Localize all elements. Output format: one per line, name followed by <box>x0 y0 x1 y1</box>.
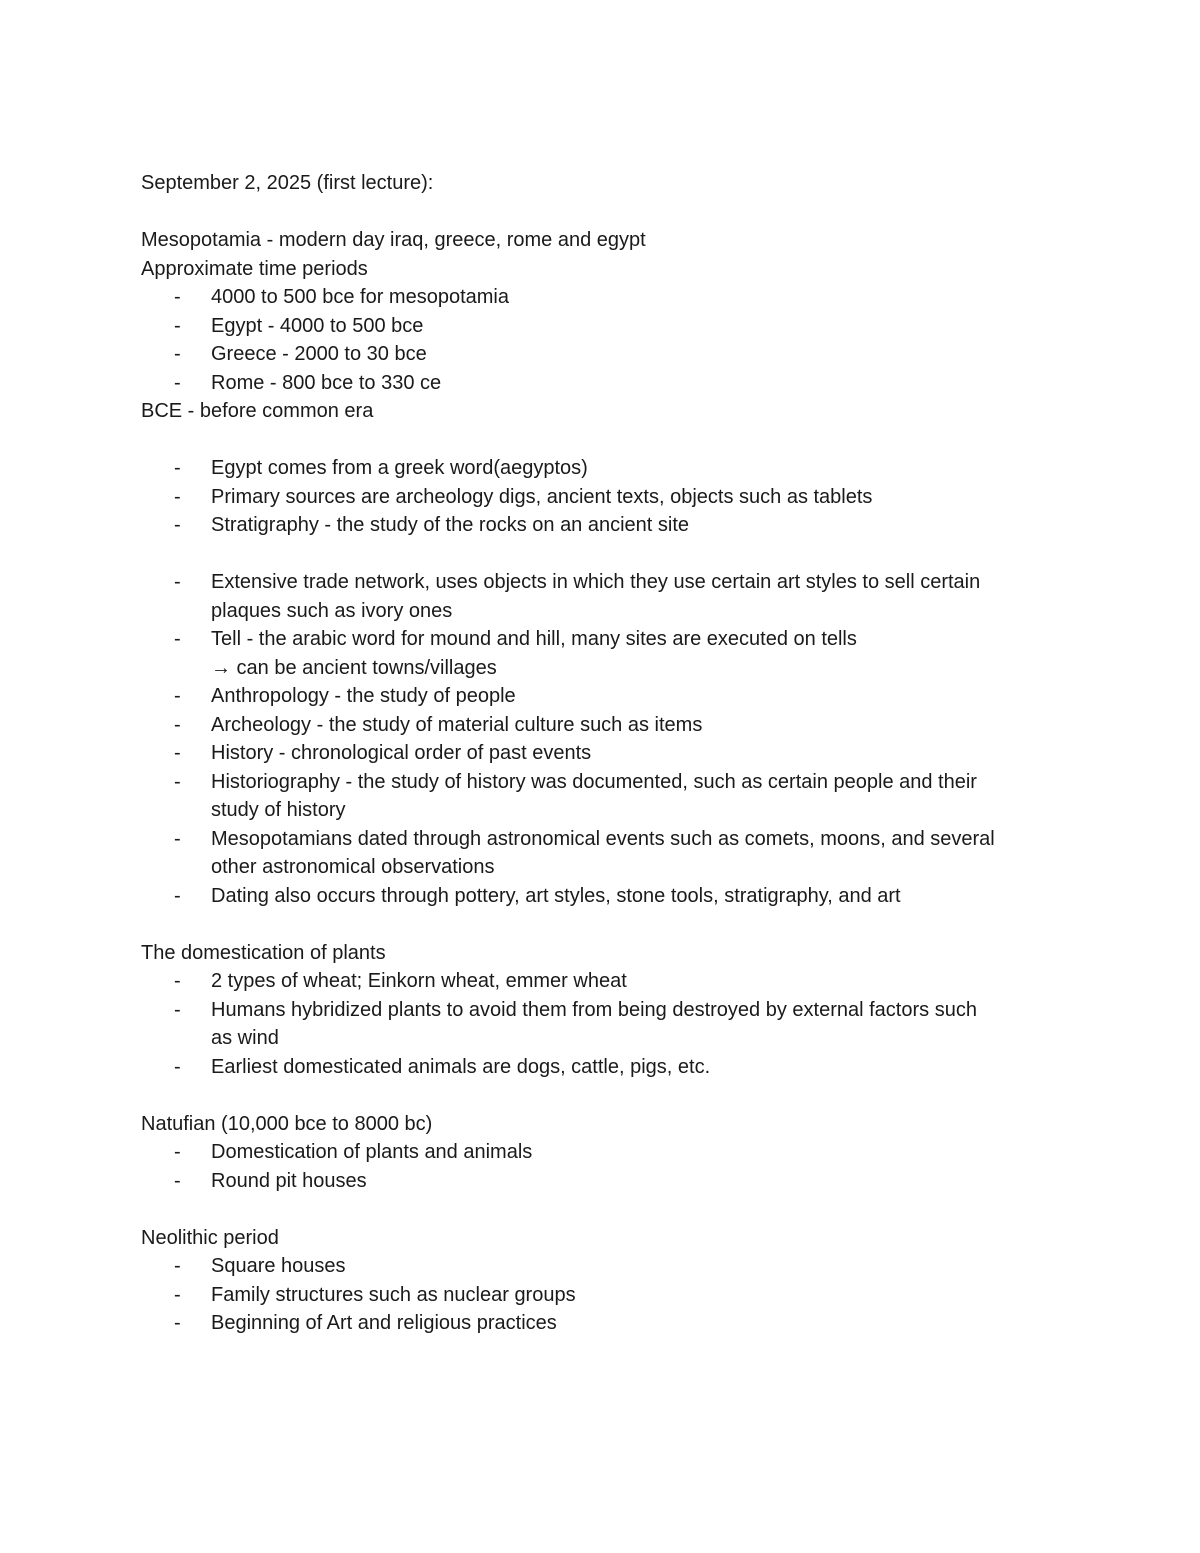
list-item <box>141 568 1071 625</box>
list-item-text: Round pit houses <box>211 1169 367 1192</box>
list-item <box>141 1138 1071 1167</box>
list-item <box>141 1281 1071 1310</box>
list-item-text-continued: study of history <box>211 799 346 821</box>
bce-definition: BCE - before common era <box>141 400 374 422</box>
bullet-dash: - <box>174 1169 181 1192</box>
list-item <box>141 1053 1071 1082</box>
section-heading: Neolithic period <box>141 1226 279 1249</box>
list-item-text-continued: other astronomical observations <box>211 856 495 878</box>
list-item-text: Beginning of Art and religious practices <box>211 1312 557 1334</box>
list-item-text: Family structures such as nuclear groups <box>211 1283 576 1306</box>
list-item-text-continued: → can be ancient towns/villages <box>211 656 497 679</box>
list-item <box>141 454 1071 483</box>
list-item-text: Earliest domesticated animals are dogs, cattle, pigs, etc. <box>211 1055 711 1078</box>
list-item-text: Archeology - the study of material culture such as items <box>211 713 703 736</box>
bullet-dash: - <box>174 457 181 479</box>
bullet-dash: - <box>174 571 181 593</box>
lecture-date-heading: September 2, 2025 (first lecture): <box>141 172 434 194</box>
list-item-text: Egypt - 4000 to 500 bce <box>211 314 424 337</box>
list-item <box>141 825 1071 882</box>
bullet-dash: - <box>174 1055 181 1078</box>
blank-line <box>141 198 1071 227</box>
list-item <box>141 369 1071 398</box>
list-item-text: Historiography - the study of history was documented, such as certain people and their <box>211 770 977 793</box>
list-item <box>141 1309 1071 1338</box>
blank-line <box>141 1195 1071 1224</box>
list-item <box>141 682 1071 711</box>
list-item-text: Domestication of plants and animals <box>211 1141 533 1163</box>
bullet-dash: - <box>174 1141 181 1163</box>
list-item <box>141 882 1071 911</box>
blank-line <box>141 540 1071 569</box>
bullet-dash: - <box>174 713 181 736</box>
intro-line: Mesopotamia - modern day iraq, greece, rome and egypt <box>141 229 646 251</box>
list-item-text: Stratigraphy - the study of the rocks on an ancient site <box>211 514 690 536</box>
list-item-text: Extensive trade network, uses objects in which they use certain art styles to sell certain <box>211 571 981 593</box>
list-item <box>141 1167 1071 1196</box>
list-item <box>141 1252 1071 1281</box>
blank-line <box>141 1081 1071 1110</box>
bullet-dash: - <box>174 884 181 907</box>
blank-line <box>141 910 1071 939</box>
list-item <box>141 967 1071 996</box>
list-item-text-continued: plaques such as ivory ones <box>211 599 453 622</box>
notes-body <box>141 169 1071 1338</box>
list-item <box>141 312 1071 341</box>
list-item <box>141 625 1071 682</box>
list-item-text: 2 types of wheat; Einkorn wheat, emmer wheat <box>211 970 627 992</box>
list-item-text: Mesopotamians dated through astronomical events such as comets, moons, and several <box>211 827 995 850</box>
list-item <box>141 283 1071 312</box>
bullet-dash: - <box>174 770 181 793</box>
bullet-dash: - <box>174 343 181 365</box>
bullet-dash: - <box>174 628 181 650</box>
list-item <box>141 768 1071 825</box>
list-item-text: Greece - 2000 to 30 bce <box>211 343 427 365</box>
time-periods-heading: Approximate time periods <box>141 257 368 280</box>
list-item-text: Tell - the arabic word for mound and hill, many sites are executed on tells <box>211 628 857 650</box>
section-heading: Natufian (10,000 bce to 8000 bc) <box>141 1112 433 1135</box>
list-item-text: Primary sources are archeology digs, ancient texts, objects such as tablets <box>211 485 873 508</box>
bullet-dash: - <box>174 742 181 764</box>
bullet-dash: - <box>174 485 181 508</box>
list-item-text: Square houses <box>211 1255 346 1277</box>
bullet-dash: - <box>174 685 181 707</box>
bullet-dash: - <box>174 514 181 536</box>
list-item-text-continued: as wind <box>211 1027 279 1049</box>
bullet-dash: - <box>174 1283 181 1306</box>
bullet-dash: - <box>174 286 181 308</box>
list-item <box>141 996 1071 1053</box>
bullet-dash: - <box>174 827 181 850</box>
section-heading: The domestication of plants <box>141 941 386 964</box>
bullet-dash: - <box>174 970 181 992</box>
blank-line <box>141 426 1071 455</box>
list-item-text: 4000 to 500 bce for mesopotamia <box>211 286 509 308</box>
bullet-dash: - <box>174 371 181 394</box>
bullet-dash: - <box>174 998 181 1021</box>
list-item-text: Rome - 800 bce to 330 ce <box>211 371 442 394</box>
list-item-text: Dating also occurs through pottery, art styles, stone tools, stratigraphy, and art <box>211 884 901 907</box>
bullet-dash: - <box>174 1255 181 1277</box>
list-item <box>141 483 1071 512</box>
list-item <box>141 340 1071 369</box>
list-item-text: Anthropology - the study of people <box>211 685 516 707</box>
list-item-text: Egypt comes from a greek word(aegyptos) <box>211 457 588 479</box>
list-item-text: History - chronological order of past events <box>211 742 592 764</box>
bullet-dash: - <box>174 1312 181 1334</box>
list-item <box>141 739 1071 768</box>
list-item <box>141 511 1071 540</box>
bullet-dash: - <box>174 314 181 337</box>
list-item <box>141 711 1071 740</box>
list-item-text: Humans hybridized plants to avoid them from being destroyed by external factors such <box>211 998 977 1021</box>
